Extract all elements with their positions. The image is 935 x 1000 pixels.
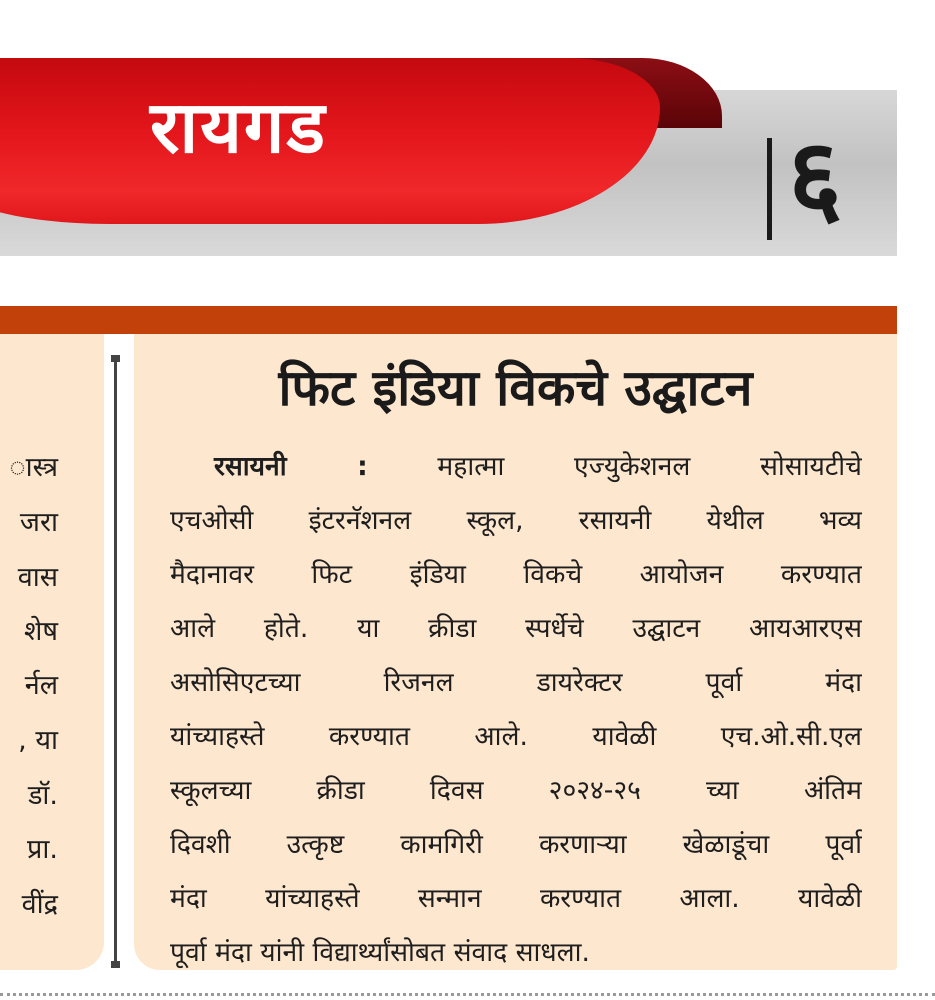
article-line: मंदा यांच्याहस्ते सन्मान करण्यात आला. यावेळी: [170, 883, 862, 914]
adjacent-text-fragment: प्रा.: [27, 834, 58, 865]
article-line: पूर्वा मंदा यांनी विद्यार्थ्यांसोबत संवाद साधला.: [170, 937, 590, 968]
page-bottom-dotted-rule: [0, 993, 935, 996]
article-headline: फिट इंडिया विकचे उद्घाटन: [278, 359, 753, 417]
article-line: असोसिएटच्या रिजनल डायरेक्टर पूर्वा मंदा: [170, 667, 862, 698]
section-title: रायगड: [150, 85, 327, 169]
article-line: स्कूलच्या क्रीडा दिवस २०२४-२५ च्या अंतिम: [170, 775, 862, 806]
adjacent-text-fragment: र्नल: [24, 670, 58, 701]
adjacent-text-fragment: ास्त्र: [9, 452, 58, 483]
adjacent-text-fragment: शेष: [24, 616, 58, 647]
adjacent-text-fragment: वास: [17, 562, 58, 593]
page-number: ६: [788, 116, 843, 238]
article-line: [170, 440, 862, 494]
article-line-text: महात्मा एज्युकेशनल सोसायटीचे: [437, 451, 862, 482]
section-rule: [0, 306, 897, 334]
page-number-divider: [767, 138, 772, 240]
news-article: [134, 334, 897, 970]
column-rule: [114, 358, 117, 966]
article-line: एचओसी इंटरनॅशनल स्कूल, रसायनी येथील भव्य: [170, 505, 862, 536]
adjacent-text-fragment: जरा: [19, 507, 58, 538]
article-line: दिवशी उत्कृष्ट कामगिरी करणाऱ्या खेळाडूंचा पूर्वा: [170, 829, 862, 860]
article-line: आले होते. या क्रीडा स्पर्धेचे उद्घाटन आयआरएस: [170, 613, 862, 644]
adjacent-text-fragment: वींद्र: [21, 889, 58, 920]
article-dateline: रसायनी :: [214, 451, 368, 482]
column-rule-cap: [111, 961, 120, 968]
adjacent-article-column: [0, 334, 104, 970]
adjacent-text-fragment: , या: [18, 725, 58, 756]
article-line: यांच्याहस्ते करण्यात आले. यावेळी एच.ओ.सी.एल: [170, 721, 862, 752]
adjacent-text-fragment: डॉ.: [27, 780, 58, 811]
article-line: मैदानावर फिट इंडिया विकचे आयोजन करण्यात: [170, 559, 862, 590]
article-body: [170, 440, 862, 970]
